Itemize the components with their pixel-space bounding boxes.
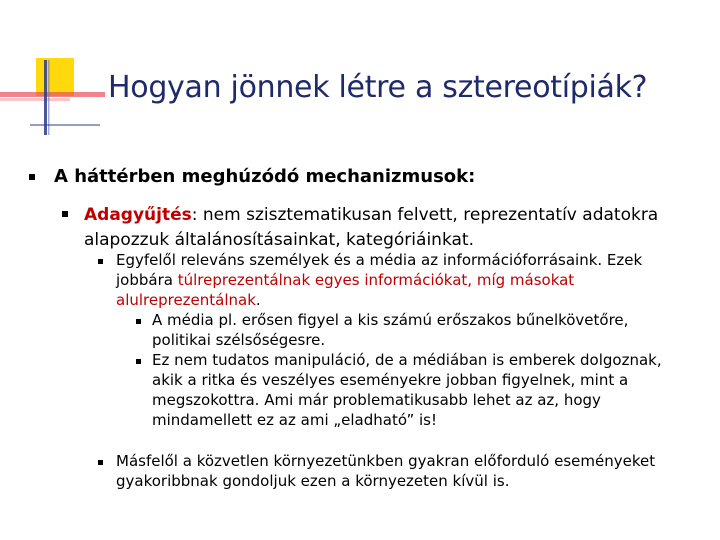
item-a-line3-red: alulreprezentálnak [116,291,256,309]
sub1-paragraph [152,310,707,350]
item-a-paragraph [116,250,706,310]
item-b-paragraph [116,451,706,491]
item-b-line1: Másfelől a közvetlen környezetünkben gyakran előforduló eseményeket [116,452,656,470]
bullet-level1 [29,174,35,180]
slide-title: Hogyan jönnek létre a sztereotípiák? [108,70,648,105]
sub2-line1: Ez nem tudatos manipuláció, de a médiában is emberek dolgoznak, [152,351,662,369]
sub2-paragraph [152,350,707,430]
sub1-line2: politikai szélsőségesre. [152,331,326,349]
bullet-level3-b [98,460,103,465]
item-b-line2: gyakoribbnak gondoljuk ezen a környezeten kívül is. [116,472,510,490]
bullet-level4-1 [136,319,141,324]
sub2-line4: mindamellett ez az ami „eladható” is! [152,411,438,429]
item-a-line3-post: . [255,291,261,309]
sub2-line2: akik a ritka és veszélyes eseményekre jobban figyelnek, mint a [152,371,629,389]
bullet-level3-a [98,259,103,264]
decorative-corner-graphic [0,0,110,140]
level2-line1-rest: : nem szisztematikusan felvett, reprezentatív adatokra [191,205,659,225]
term-adagyujtes: Adagyűjtés [84,205,192,225]
level2-paragraph [84,203,704,253]
item-a-line2-red: túlreprezentálnak egyes információkat, míg másokat [177,271,575,289]
bullet-level4-2 [136,359,141,364]
level2-line2: alapozzuk általánosításainkat, kategóriáinkat. [84,230,474,250]
level1-heading: A háttérben meghúzódó mechanizmusok: [54,166,476,187]
bullet-level2 [62,211,68,217]
item-a-line2-pre: jobbára [116,271,178,289]
sub2-line3: megszokottra. Ami már problematikusabb lehet az az, hogy [152,391,601,409]
item-a-line1: Egyfelől releváns személyek és a média az információforrásaink. Ezek [116,251,643,269]
sub1-line1: A média pl. erősen figyel a kis számú erőszakos bűnelkövetőre, [152,311,629,329]
